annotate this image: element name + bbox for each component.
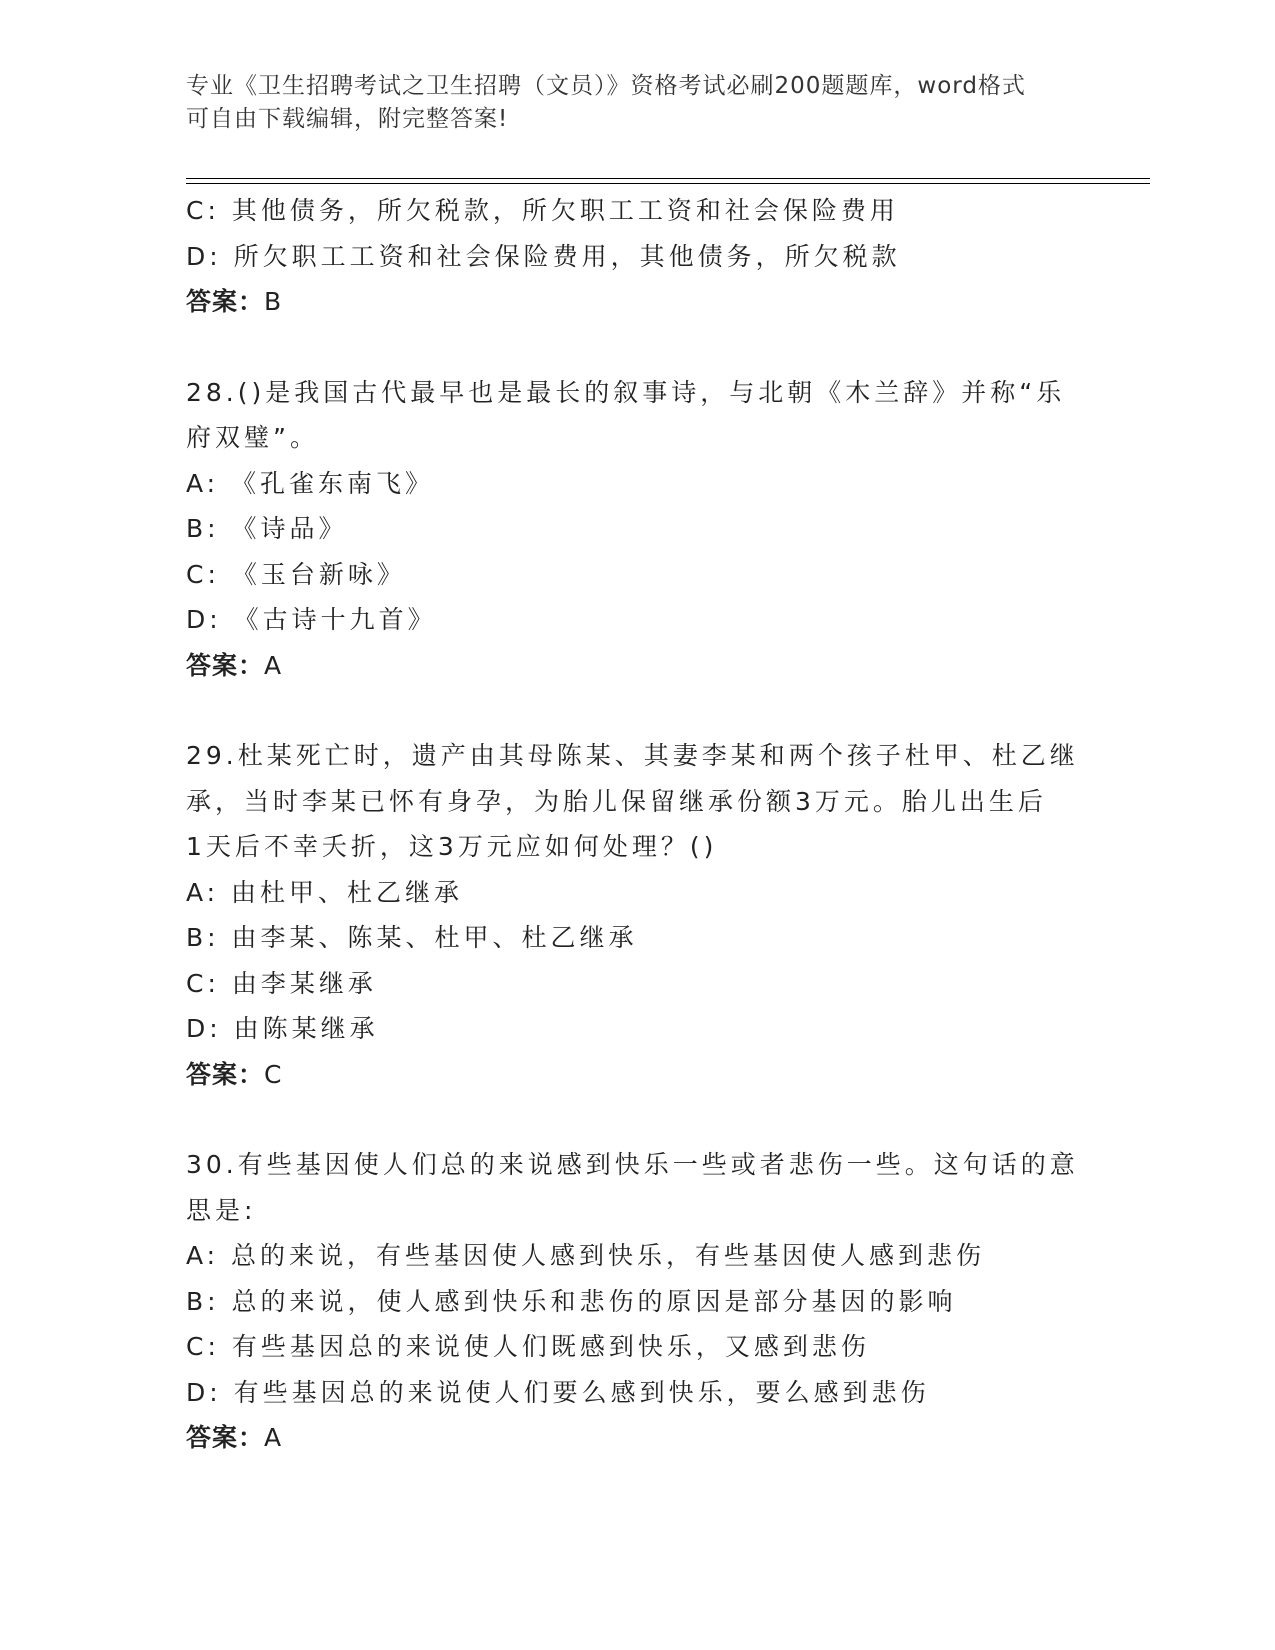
answer-value: A — [264, 650, 283, 680]
question-text-line: 30.有些基因使人们总的来说感到快乐一些或者悲伤一些。这句话的意 — [186, 1150, 1079, 1179]
header-divider-bottom — [186, 183, 1150, 184]
option-b: B: 由李某、陈某、杜甲、杜乙继承 — [186, 923, 638, 952]
question-text-line: 29.杜某死亡时，遗产由其母陈某、其妻李某和两个孩子杜甲、杜乙继 — [186, 741, 1079, 770]
question-list — [186, 188, 1086, 1461]
question-text-line: 府双璧”。 — [186, 423, 319, 452]
option-a: A: 《孔雀东南飞》 — [186, 468, 435, 498]
option-d: D: 由陈某继承 — [186, 1014, 379, 1043]
question-text-line: 28.()是我国古代最早也是最长的叙事诗，与北朝《木兰辞》并称“乐 — [186, 377, 1066, 407]
option-a: A: 总的来说，有些基因使人感到快乐，有些基因使人感到悲伤 — [186, 1241, 986, 1270]
answer-value: C — [264, 1059, 283, 1089]
answer-line — [186, 1415, 1086, 1461]
question-text-line: 承，当时李某已怀有身孕，为胎儿保留继承份额3万元。胎儿出生后 — [186, 786, 1047, 816]
option-c: C: 其他债务，所欠税款，所欠职工工资和社会保险费用 — [186, 196, 899, 225]
header-line-2: 可自由下载编辑，附完整答案! — [186, 106, 509, 132]
option-b: B: 《诗品》 — [186, 514, 348, 543]
answer-label: 答案： — [186, 1059, 265, 1089]
option-a: A: 由杜甲、杜乙继承 — [186, 877, 464, 907]
answer-label: 答案： — [186, 287, 265, 316]
answer-label: 答案： — [186, 1423, 265, 1452]
question-text-line: 思是: — [186, 1195, 257, 1225]
option-b: B: 总的来说，使人感到快乐和悲伤的原因是部分基因的影响 — [186, 1286, 957, 1316]
answer-label: 答案： — [186, 650, 265, 680]
header-divider-top — [186, 178, 1150, 179]
question-29 — [186, 733, 1086, 1097]
question-30 — [186, 1142, 1086, 1461]
question-27-continuation — [186, 188, 1086, 325]
answer-line — [186, 1052, 1086, 1098]
option-d: D: 所欠职工工资和社会保险费用，其他债务，所欠税款 — [186, 241, 901, 271]
answer-line — [186, 643, 1086, 689]
question-28 — [186, 370, 1086, 689]
option-d: D: 有些基因总的来说使人们要么感到快乐，要么感到悲伤 — [186, 1377, 930, 1407]
question-text-line: 1天后不幸夭折，这3万元应如何处理？() — [186, 832, 718, 861]
document-header — [186, 70, 1086, 136]
answer-value: A — [264, 1423, 283, 1452]
option-c: C: 由李某继承 — [186, 968, 377, 998]
option-c: C: 《玉台新咏》 — [186, 559, 406, 589]
option-c: C: 有些基因总的来说使人们既感到快乐，又感到悲伤 — [186, 1332, 870, 1361]
header-line-1: 专业《卫生招聘考试之卫生招聘（文员）》资格考试必刷200题题库，word格式 — [186, 73, 1026, 99]
answer-value: B — [264, 287, 283, 316]
answer-line — [186, 279, 1086, 325]
option-d: D: 《古诗十九首》 — [186, 605, 437, 634]
